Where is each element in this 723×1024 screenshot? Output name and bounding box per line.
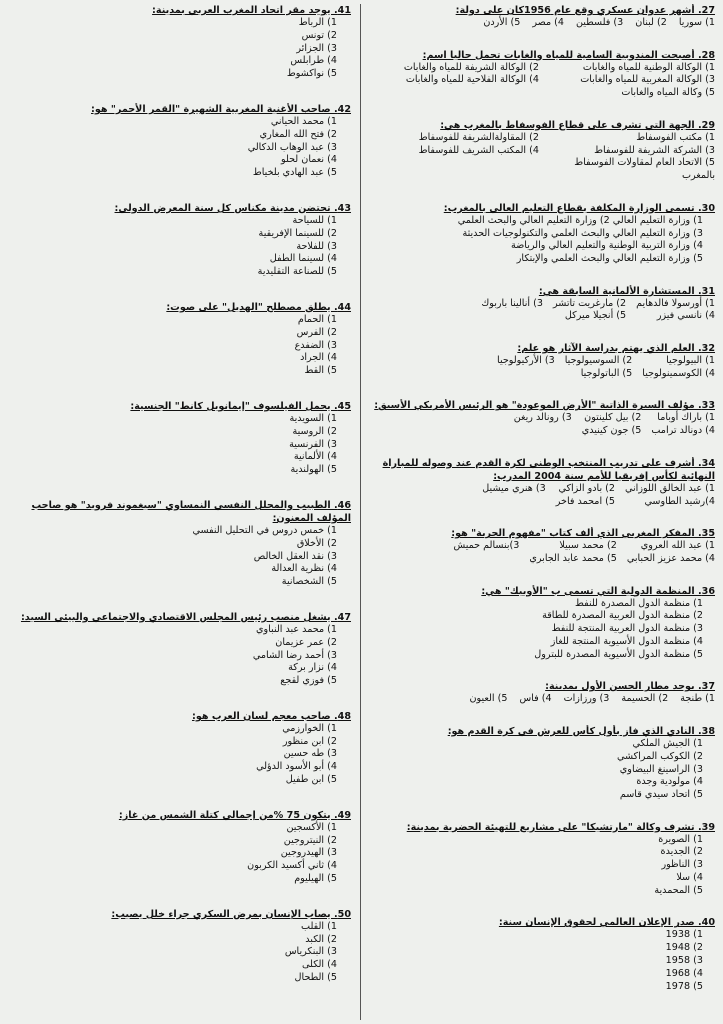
answer-option: 1) سوريا [678, 17, 715, 28]
answer-option: 4) لسينما الطفل [269, 253, 337, 265]
answer-options [363, 483, 715, 509]
answer-option: 2) الحسيمة [621, 693, 669, 705]
answer-option: 5) المحمدية [654, 884, 703, 896]
answer-option: 1) منظمة الدول المصدرة للنفط [575, 597, 703, 609]
answer-option: 3) الراسينغ البيضاوي [619, 763, 703, 775]
answer-option: 3) هنري ميشيل [482, 482, 546, 494]
answer-option: 1) الحمام [297, 313, 337, 325]
answer-option: 3) رونالد ريغن [513, 412, 572, 424]
answer-option: 3) الفرنسية [289, 438, 337, 450]
question-block [363, 399, 715, 438]
question-block [363, 4, 715, 30]
answer-option: 1) باراك أوباما [657, 412, 715, 424]
answer-option: 1) الخوارزمي [282, 722, 337, 734]
answer-option: 1) القلب [301, 920, 337, 932]
answer-option: 2) بادو الزاكي [558, 482, 616, 494]
answer-option: 4) دونالد ترامب [651, 425, 715, 437]
answer-option: 4) الجراد [300, 352, 337, 364]
answer-option: 2) الفرس [296, 326, 337, 338]
answer-option: 1) خمس دروس في التحليل النفسي [192, 524, 337, 536]
answer-option: 4) مصر [532, 17, 564, 28]
answer-option: 3) عبد الوهاب الدكالي [247, 141, 337, 153]
answer-options [363, 834, 715, 898]
question-title: 36. المنظمة الدولية التي تسمى ب "الأوبيك" هي: [481, 585, 715, 597]
question-title: 41. يوجد مقر اتحاد المغرب العربي بمدينة: [152, 5, 351, 16]
answer-option: 5) اتحاد سيدي قاسم [619, 789, 703, 801]
answer-option: 3) الأركيولوجيا [497, 355, 555, 367]
answer-option: 1) البيولوجيا [666, 355, 715, 367]
answer-option: 5) الطحال [294, 972, 337, 984]
answer-option: 2) الجديدة [660, 846, 703, 858]
question-block [6, 103, 351, 180]
answer-options [6, 921, 351, 985]
question-block [363, 342, 715, 381]
answer-option: 3) الهيدروجين [280, 847, 337, 859]
answer-option: 3)بنسالم حميش [453, 540, 520, 552]
question-title: 42. صاحب الأغنية المغربية الشهيرة "القمر الأحمر" هو: [91, 103, 351, 115]
answer-option: 4) نانسي فيزر [656, 310, 715, 322]
answer-option: 2) محمد سبيلا [559, 540, 617, 552]
answer-option: 1) مكتب الفوسفاط [636, 131, 715, 143]
answer-option: 3) 1958 [665, 955, 703, 967]
answer-option: 2) الكبد [305, 933, 337, 945]
question-title: 28. أصبحت المندوبية السامية للمياه والغابات تحمل حاليا اسم: [422, 49, 715, 61]
answer-option: 2) بيل كلينتون [584, 412, 642, 424]
question-block [363, 457, 715, 509]
question-block [6, 611, 351, 688]
question-title: 34. أشرف على تدريب المنتخب الوطني لكرة القدم عند وصوله للمباراة النهائية لكأس إفريقيا للأمم سنة 2004 المدرب: [382, 457, 715, 482]
answer-option: 5) ابن طفيل [285, 774, 337, 786]
answer-option: 3) للفلاحة [296, 240, 337, 252]
answer-option: 1) محمد الحياني [270, 115, 337, 127]
answer-option: 3) الوكالة المغربية للمياه والغابات [580, 74, 715, 86]
question-block [6, 4, 351, 81]
question-block [363, 49, 715, 100]
question-title: 44. يطلق مصطلح "الهديل" على صوت: [166, 301, 351, 313]
answer-option: 4) محمد عزيز الحبابي [626, 552, 715, 564]
question-block [6, 202, 351, 279]
question-block [6, 400, 351, 477]
question-title: 48. صاحب معجم لسان العرب هو: [191, 710, 351, 722]
answer-option: 5) الشخصانية [281, 576, 337, 588]
question-title: 37. يوجد مطار الحسن الأول بمدينة: [545, 681, 715, 693]
question-title: 47. يشغل منصب رئيس المجلس الاقتصادي والاجتماعي والبيئي السيد: [20, 611, 351, 623]
answer-options [363, 412, 715, 438]
answer-options [6, 624, 351, 688]
answer-options [363, 215, 715, 266]
answer-options [363, 355, 715, 381]
question-block [363, 119, 715, 183]
answer-options [363, 298, 715, 324]
answer-option: 4) الكلى [302, 959, 337, 971]
answer-option: 1) عبد الخالق اللوزاني [625, 482, 715, 494]
answer-options [363, 62, 715, 100]
answer-option: 3) البنكرياس [284, 946, 337, 958]
answer-option: 3) وزارة التعليم العالي والبحث العلمي والتكنولوجيات الحديثة [462, 227, 703, 239]
question-title: 45. يحمل الفيلسوف "إيمانويل كانط" الجنسية: [130, 400, 351, 412]
question-block [6, 301, 351, 378]
left-column [6, 4, 351, 1020]
answer-options [363, 598, 715, 662]
answer-option: 2) تونس [301, 29, 337, 41]
answer-option: 2) السوسيولوجيا [564, 355, 633, 367]
answer-option: 4) منظمة الدول الأسيوية المنتجة للغاز [550, 635, 703, 647]
question-block [363, 725, 715, 802]
answer-option: 1) الرباط [298, 17, 337, 28]
answer-option: 4) سلا [676, 872, 703, 884]
answer-option: 5) للصناعة التقليدية [257, 266, 337, 278]
question-title: 33. مؤلف السيرة الذاتية "الأرض الموعودة" هو الرئيس الأمريكي الأسبق: [374, 400, 715, 412]
answer-option: 3) الضفدع [294, 339, 337, 351]
question-title: 31. المستشارة الألمانية السابقة هي: [538, 285, 715, 297]
answer-option: 1) الصويرة [658, 833, 703, 845]
answer-option: 4) نزار بركة [288, 662, 337, 674]
answer-option: 1) الوكالة الوطنية للمياه والغابات [582, 61, 715, 73]
answer-option: 1) طنجة [680, 693, 715, 705]
answer-option: 2) ابن منظور [282, 735, 337, 747]
answer-option: 2) مارغريت تاتشر [552, 297, 627, 309]
answer-option: 5) منظمة الدول الأسيوية المصدرة للبترول [534, 648, 703, 660]
question-title: 39. تشرف وكالة "مارتشيكا" على مشاريع للتهيئة الحضرية بمدينة: [406, 821, 715, 833]
answer-option: 3) نقد العقل الخالص [253, 550, 337, 562]
answer-option: 2) الروسية [292, 425, 337, 437]
answer-option: 5) عبد الهادي بلخياط [252, 167, 337, 179]
answer-option: 3) أنالينا باربوك [481, 297, 543, 309]
answer-option: 2) فتح الله المغاري [259, 128, 337, 140]
right-column [363, 4, 715, 1020]
answer-option: 4) أبو الأسود الدؤلي [256, 761, 337, 773]
answer-option: 3) طه حسين [283, 748, 337, 760]
answer-option: 4) وزارة التربية الوطنية والتعليم العالي والرياضة [511, 240, 703, 252]
answer-options [363, 693, 715, 706]
answer-option: 2) عمر عزيمان [275, 636, 337, 648]
answer-option: 5) الأردن [483, 17, 521, 28]
answer-option: 1) السويدية [289, 412, 337, 424]
answer-option: 1) محمد عبد النباوي [255, 623, 337, 635]
answer-option: 3) منظمة الدول العربية المنتجة للنفط [551, 623, 703, 635]
question-block [6, 499, 351, 589]
question-block [363, 527, 715, 566]
answer-option: 5) 1978 [665, 980, 703, 992]
answer-option: 1) وزارة التعليم العالي 2) وزارة التعليم العالي والبحث العلمي [457, 214, 703, 226]
answer-option: 4) الوكالة الفلاحية للمياه والغابات [405, 74, 539, 86]
answer-option: 5) الباتولوجيا [580, 367, 633, 379]
answer-option: 4) الألمانية [293, 451, 337, 463]
answer-option: 5) امحمد فاخر [555, 495, 616, 507]
answer-options [363, 540, 715, 566]
question-title: 43. تحتضن مدينة مكناس كل سنة المعرض الدولي: [114, 202, 351, 214]
answer-option: 2) للسينما الإفريقية [258, 227, 337, 239]
answer-option: 2) 1948 [665, 942, 703, 954]
question-title: 50. يصاب الإنسان بمرض السكري جراء خلل يصيب: [111, 908, 351, 920]
question-title: 30. تسمى الوزارة المكلفة بقطاع التعليم العالي بالمغرب: [443, 202, 715, 214]
answer-options [6, 215, 351, 279]
answer-option: 3) ورزازات [563, 693, 610, 705]
question-title: 35. المفكر المغربي الذي ألف كتاب "مفهوم الحرية" هو: [451, 528, 715, 540]
answer-option: 2) الوكالة الشريفة للمياه والغابات [403, 61, 539, 73]
answer-option: 4) نظرية العدالة [271, 563, 337, 575]
answer-options [6, 17, 351, 81]
question-title: 27. أشهر عدوان عسكري وقع عام 1956كان على دولة: [455, 5, 715, 16]
question-title: 29. الجهة التي تشرف على قطاع الفوسفاط بالمغرب هي: [440, 119, 715, 131]
answer-option: 2) لبنان [635, 17, 667, 28]
answer-option: 3) الشركة الشريفة للفوسفاط [594, 144, 715, 156]
answer-option: 5) القط [304, 365, 337, 377]
answer-options [6, 413, 351, 477]
answer-option: 3) فلسطين [575, 17, 624, 28]
question-block [363, 585, 715, 662]
answer-option: 5) العيون [469, 693, 508, 705]
answer-options [363, 929, 715, 993]
answer-option: 4) الكوسمينولوجيا [642, 367, 715, 379]
answer-option: 4) طرابلس [290, 55, 337, 67]
answer-option: 4)رشيد الطاوسي [644, 495, 715, 507]
question-block [363, 285, 715, 324]
answer-option: 2) النيتروجين [283, 834, 337, 846]
answer-option: 2) الأخلاق [296, 537, 337, 549]
question-block [6, 710, 351, 787]
answer-option: 3) الناظور [661, 859, 703, 871]
answer-option: 2) المقاولةالشريفة للفوسفاط [418, 131, 539, 143]
answer-options [363, 17, 715, 30]
answer-option: 4) 1968 [665, 967, 703, 979]
answer-option: 4) المكتب الشريف للفوسفاط [418, 144, 539, 156]
answer-option: 4) نعمان لحلو [280, 154, 337, 166]
question-block [363, 821, 715, 898]
answer-option: 1) الجيش الملكي [632, 737, 703, 749]
question-title: 46. الطبيب والمحلل النفسي النمساوي "سيغموند فرويد" هو صاحب المؤلف المعنون: [31, 499, 351, 524]
answer-option: 5) نواكشوط [286, 68, 337, 80]
question-block [363, 916, 715, 993]
answer-options [6, 116, 351, 180]
column-divider [360, 4, 361, 1020]
question-title: 32. العلم الذي يهتم بدراسة الآثار هو علم: [517, 343, 715, 355]
answer-option: 4) مولودية وجدة [636, 776, 703, 788]
answer-option: 5) أنجيلا ميركل [564, 310, 627, 322]
answer-option: 2) الكوكب المراكشي [617, 750, 703, 762]
answer-option: 1) أورسولا فالدهايم [636, 297, 715, 309]
question-title: 49. يتكون 75 %من إجمالي كتلة الشمس من غاز: [118, 809, 351, 821]
answer-option: 1) للسياحة [292, 214, 337, 226]
answer-option: 1) 1938 [665, 929, 703, 941]
answer-option: 1) الأكسجين [286, 821, 337, 833]
answer-option: 5) جون كينيدي [581, 425, 642, 437]
answer-option: 5) محمد عابد الجابري [529, 552, 617, 564]
answer-option: 5) الهولندية [290, 464, 337, 476]
answer-options [6, 525, 351, 589]
answer-options [6, 314, 351, 378]
answer-option: 5) وكالة المياه والغابات [621, 87, 715, 99]
answer-option: 4) فاس [519, 693, 552, 705]
question-block [363, 680, 715, 706]
answer-option: 5) وزارة التعليم العالي والبحث العلمي والإبتكار [516, 253, 703, 265]
answer-options [6, 822, 351, 886]
answer-option: 5) الاتحاد العام لمقاولات الفوسفاط بالمغرب [574, 157, 715, 182]
answer-options [363, 738, 715, 802]
answer-option: 5) الهيليوم [294, 873, 337, 885]
answer-option: 3) الجزائر [296, 42, 337, 54]
question-block [6, 809, 351, 886]
answer-option: 1) عبد الله العروي [640, 540, 715, 552]
question-block [363, 202, 715, 266]
answer-options [363, 132, 715, 183]
answer-option: 3) أحمد رضا الشامي [252, 649, 337, 661]
answer-option: 4) ثاني أكسيد الكربون [247, 860, 337, 872]
answer-options [6, 723, 351, 787]
answer-option: 2) منظمة الدول العربية المصدرة للطاقة [542, 610, 703, 622]
answer-option: 5) فوزي لقجع [280, 675, 337, 687]
question-title: 38. النادي الذي فاز بأول كأس للعرش في كرة القدم هو: [447, 725, 715, 737]
question-title: 40. صدر الإعلان العالمي لحقوق الإنسان سنة: [498, 917, 715, 929]
question-block [6, 908, 351, 985]
